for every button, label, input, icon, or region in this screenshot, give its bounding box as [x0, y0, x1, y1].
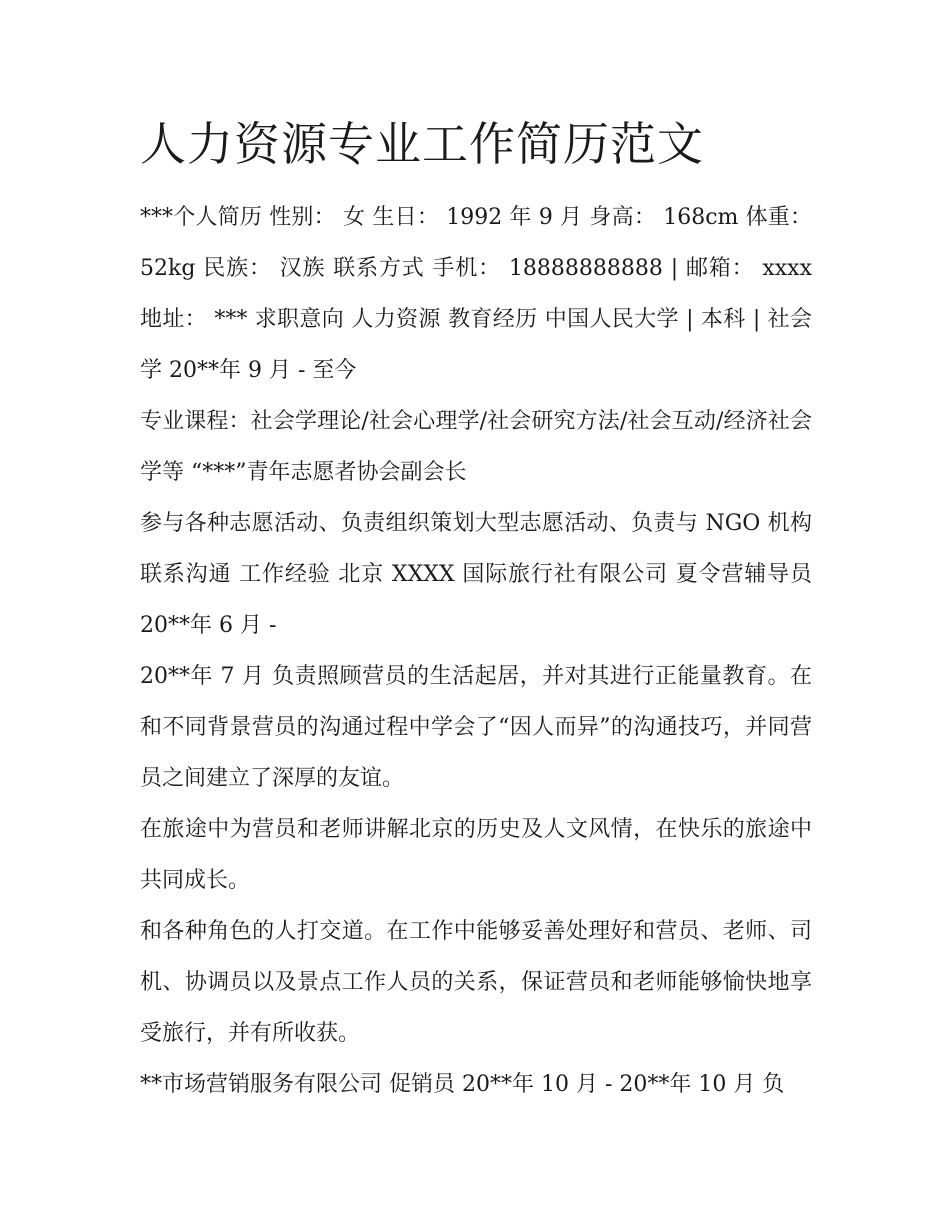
- document-body: [140, 112, 812, 1110]
- paragraph-marketing-job: **市场营销服务有限公司 促销员 20**年 10 月 - 20**年 10 月 负: [140, 1072, 785, 1097]
- paragraph-courses: 专业课程：社会学理论/社会心理学/社会研究方法/社会互动/经济社会学等 “***”青年志愿者协会副会长: [140, 409, 812, 485]
- paragraph-volunteer: 参与各种志愿活动、负责组织策划大型志愿活动、负责与 NGO 机构联系沟通 工作经验 北京 XXXX 国际旅行社有限公司 夏令营辅导员 20**年 6 月 -: [140, 511, 812, 638]
- paragraph-personal-info: ***个人简历 性别： 女 生日： 1992 年 9 月 身高： 168cm 体重： 52kg 民族： 汉族 联系方式 手机： 18888888888 | 邮箱： xxxx 地址： *** 求职意向 人力资源 教育经历 中国人民大学 | 本科 | 社会学 20**年 9 月 - 至今: [140, 205, 812, 383]
- paragraph-camp-duties: 20**年 7 月 负责照顾营员的生活起居，并对其进行正能量教育。在和不同背景营员的沟通过程中学会了“因人而异”的沟通技巧，并同营员之间建立了深厚的友谊。: [140, 664, 812, 791]
- document-title: 人力资源专业工作简历范文: [140, 117, 704, 171]
- paragraph-relations: 和各种角色的人打交道。在工作中能够妥善处理好和营员、老师、司机、协调员以及景点工作人员的关系，保证营员和老师能够愉快地享受旅行，并有所收获。: [140, 919, 812, 1046]
- paragraph-travel-guide: 在旅途中为营员和老师讲解北京的历史及人文风情，在快乐的旅途中共同成长。: [140, 817, 812, 893]
